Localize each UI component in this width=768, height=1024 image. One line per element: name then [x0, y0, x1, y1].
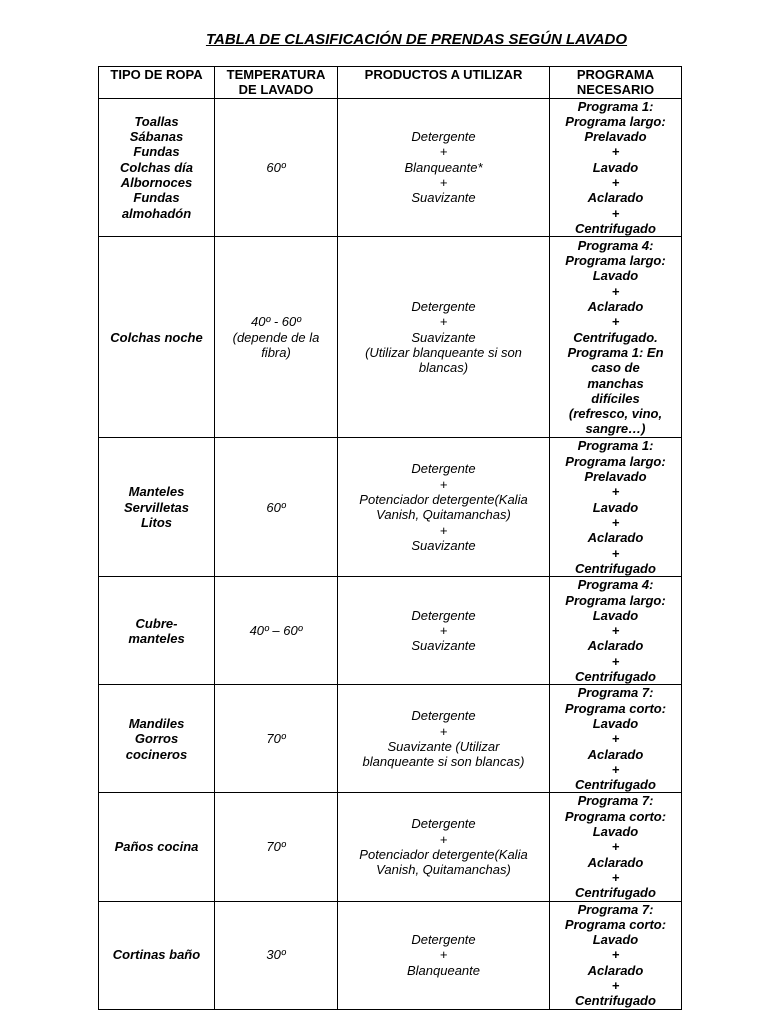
- program-cell-line: (refresco, vino,: [568, 406, 663, 422]
- products-cell-line: Detergente: [411, 816, 476, 832]
- program-cell-line: Programa 7:: [577, 685, 654, 701]
- program-cell-line: Aclarado: [587, 638, 644, 654]
- products-cell: [338, 98, 550, 237]
- program-cell-line: manchas: [587, 375, 644, 391]
- table-row: [99, 793, 682, 901]
- products-cell: [338, 438, 550, 577]
- temperature-cell: [215, 685, 338, 793]
- program-cell-line: Programa corto:: [564, 700, 667, 716]
- program-cell-line: Aclarado: [587, 854, 644, 870]
- products-cell-line: +: [439, 947, 448, 963]
- program-cell-line: Centrifugado: [575, 885, 656, 901]
- program-cell-line: Centrifugado: [575, 777, 656, 793]
- program-cell: [550, 901, 682, 1009]
- program-cell-line: Lavado: [592, 607, 639, 623]
- products-cell-line: Detergente: [411, 299, 476, 315]
- program-cell-line: Programa 4:: [577, 237, 654, 253]
- program-cell-line: +: [611, 175, 620, 191]
- program-cell-line: +: [611, 514, 620, 530]
- program-cell-line: caso de: [591, 360, 640, 376]
- garment-cell: [99, 237, 215, 438]
- products-cell-line: Suavizante (Utilizar: [387, 738, 500, 754]
- program-cell-line: Centrifugado: [575, 220, 656, 236]
- products-cell-line: Potenciador detergente(Kalia: [359, 846, 528, 862]
- garment-cell-line: cocineros: [125, 746, 188, 762]
- program-cell-line: Lavado: [592, 932, 639, 948]
- program-cell-line: +: [611, 144, 620, 160]
- garment-cell-line: Manteles: [128, 484, 185, 500]
- program-cell-line: +: [611, 623, 620, 639]
- program-cell-line: Aclarado: [587, 530, 644, 546]
- garment-cell-line: Fundas: [133, 190, 180, 206]
- temperature-cell-line: 40º – 60º: [249, 623, 303, 639]
- program-cell-line: Aclarado: [587, 746, 644, 762]
- temperature-cell-line: 30º: [266, 947, 286, 963]
- temperature-cell-line: (depende de la: [232, 329, 320, 345]
- program-cell-line: Centrifugado: [575, 560, 656, 576]
- garment-cell: [99, 577, 215, 685]
- garment-cell-line: almohadón: [121, 205, 192, 221]
- program-cell-line: difíciles: [591, 390, 640, 406]
- program-cell: [550, 438, 682, 577]
- products-cell-line: blancas): [418, 360, 469, 376]
- products-cell-line: blanqueante si son blancas): [362, 754, 525, 770]
- program-cell-line: Lavado: [592, 268, 639, 284]
- program-cell-line: +: [611, 545, 620, 561]
- program-cell-line: +: [611, 947, 620, 963]
- products-cell-line: Blanqueante*: [404, 159, 483, 175]
- program-cell-line: Programa 1:: [577, 98, 654, 114]
- table-row: [99, 901, 682, 1009]
- garment-cell: [99, 438, 215, 577]
- garment-cell-line: Paños cocina: [114, 839, 199, 855]
- program-cell-line: Lavado: [592, 159, 639, 175]
- products-cell-line: Detergente: [411, 932, 476, 948]
- garment-cell-line: manteles: [128, 630, 185, 646]
- temperature-cell: [215, 438, 338, 577]
- program-cell-line: +: [611, 484, 620, 500]
- garment-cell-line: Colchas noche: [110, 329, 203, 345]
- products-cell-line: +: [439, 144, 448, 160]
- products-cell: [338, 577, 550, 685]
- program-cell-line: +: [611, 869, 620, 885]
- garment-cell-line: Gorros: [134, 731, 179, 747]
- products-cell-line: (Utilizar blanqueante si son: [365, 344, 522, 360]
- temperature-cell: [215, 98, 338, 237]
- program-cell-line: Centrifugado: [575, 669, 656, 685]
- temperature-cell-line: fibra): [261, 344, 291, 360]
- table-row: [99, 685, 682, 793]
- program-cell-line: Programa 4:: [577, 577, 654, 593]
- program-cell-line: Aclarado: [587, 962, 644, 978]
- header-wash-temperature: TEMPERATURA DE LAVADO: [215, 67, 338, 99]
- program-cell-line: Prelavado: [584, 129, 647, 145]
- program-cell-line: Programa largo:: [565, 453, 666, 469]
- products-cell-line: Vanish, Quitamanchas): [376, 507, 511, 523]
- washing-classification-table: [98, 66, 682, 1010]
- program-cell-line: Lavado: [592, 715, 639, 731]
- products-cell-line: Vanish, Quitamanchas): [376, 862, 511, 878]
- products-cell: [338, 793, 550, 901]
- program-cell-line: Centrifugado.: [573, 329, 658, 345]
- products-cell: [338, 237, 550, 438]
- temperature-cell: [215, 577, 338, 685]
- temperature-cell-line: 70º: [266, 731, 286, 747]
- program-cell-line: Aclarado: [587, 190, 644, 206]
- program-cell-line: Programa corto:: [564, 916, 667, 932]
- temperature-cell: [215, 237, 338, 438]
- products-cell-line: +: [439, 175, 448, 191]
- products-cell-line: Detergente: [411, 129, 476, 145]
- program-cell-line: Programa 7:: [577, 901, 654, 917]
- products-cell-line: Detergente: [411, 708, 476, 724]
- products-cell-line: Suavizante: [411, 537, 476, 553]
- program-cell-line: +: [611, 977, 620, 993]
- temperature-cell-line: 70º: [266, 839, 286, 855]
- products-cell-line: +: [439, 723, 448, 739]
- products-cell-line: Potenciador detergente(Kalia: [359, 491, 528, 507]
- products-cell-line: Blanqueante: [406, 962, 480, 978]
- table-row: [99, 237, 682, 438]
- products-cell: [338, 685, 550, 793]
- program-cell-line: +: [611, 653, 620, 669]
- program-cell-line: Programa 1: En: [567, 344, 664, 360]
- program-cell: [550, 793, 682, 901]
- document-title: TABLA DE CLASIFICACIÓN DE PRENDAS SEGÚN LAVADO: [205, 31, 628, 48]
- program-cell-line: Programa largo:: [565, 253, 666, 269]
- garment-cell-line: Servilletas: [123, 499, 190, 515]
- products-cell-line: +: [439, 476, 448, 492]
- program-cell-line: Lavado: [592, 499, 639, 515]
- products-cell-line: Detergente: [411, 461, 476, 477]
- garment-cell: [99, 793, 215, 901]
- products-cell-line: Suavizante: [411, 190, 476, 206]
- products-cell-line: +: [439, 314, 448, 330]
- program-cell-line: +: [611, 761, 620, 777]
- garment-cell-line: Fundas: [133, 144, 180, 160]
- products-cell-line: +: [439, 831, 448, 847]
- garment-cell: [99, 901, 215, 1009]
- products-cell-line: Suavizante: [411, 638, 476, 654]
- garment-cell-line: Mandiles: [128, 715, 185, 731]
- garment-cell-line: Cubre-: [135, 615, 178, 631]
- program-cell-line: +: [611, 314, 620, 330]
- program-cell: [550, 237, 682, 438]
- program-cell-line: Programa 1:: [577, 438, 654, 454]
- garment-cell-line: Litos: [140, 514, 173, 530]
- products-cell: [338, 901, 550, 1009]
- program-cell-line: +: [611, 731, 620, 747]
- temperature-cell: [215, 793, 338, 901]
- header-garment-type: TIPO DE ROPA: [99, 67, 215, 99]
- temperature-cell: [215, 901, 338, 1009]
- header-products: PRODUCTOS A UTILIZAR: [338, 67, 550, 99]
- products-cell-line: Detergente: [411, 607, 476, 623]
- program-cell-line: Aclarado: [587, 299, 644, 315]
- table-row: [99, 438, 682, 577]
- program-cell-line: sangre…): [585, 421, 646, 437]
- garment-cell: [99, 685, 215, 793]
- program-cell-line: Programa 7:: [577, 793, 654, 809]
- program-cell: [550, 577, 682, 685]
- table-row: [99, 577, 682, 685]
- program-cell-line: Programa corto:: [564, 808, 667, 824]
- garment-cell-line: Sábanas: [129, 129, 184, 145]
- products-cell-line: +: [439, 522, 448, 538]
- garment-cell-line: Colchas día: [120, 159, 193, 175]
- program-cell-line: +: [611, 205, 620, 221]
- temperature-cell-line: 60º: [266, 159, 286, 175]
- garment-cell-line: Albornoces: [120, 175, 193, 191]
- garment-cell-line: Cortinas baño: [112, 947, 201, 963]
- temperature-cell-line: 40º - 60º: [251, 314, 301, 330]
- garment-cell-line: Toallas: [134, 113, 179, 129]
- table-header-row: [99, 67, 682, 99]
- program-cell-line: Centrifugado: [575, 993, 656, 1009]
- program-cell: [550, 98, 682, 237]
- program-cell-line: +: [611, 283, 620, 299]
- program-cell-line: Programa largo:: [565, 592, 666, 608]
- program-cell-line: +: [611, 839, 620, 855]
- temperature-cell-line: 60º: [266, 499, 286, 515]
- garment-cell: [99, 98, 215, 237]
- products-cell-line: Suavizante: [411, 329, 476, 345]
- header-program: PROGRAMA NECESARIO: [550, 67, 682, 99]
- program-cell-line: Prelavado: [584, 469, 647, 485]
- program-cell: [550, 685, 682, 793]
- table-row: [99, 98, 682, 237]
- program-cell-line: Lavado: [592, 824, 639, 840]
- products-cell-line: +: [439, 623, 448, 639]
- program-cell-line: Programa largo:: [565, 113, 666, 129]
